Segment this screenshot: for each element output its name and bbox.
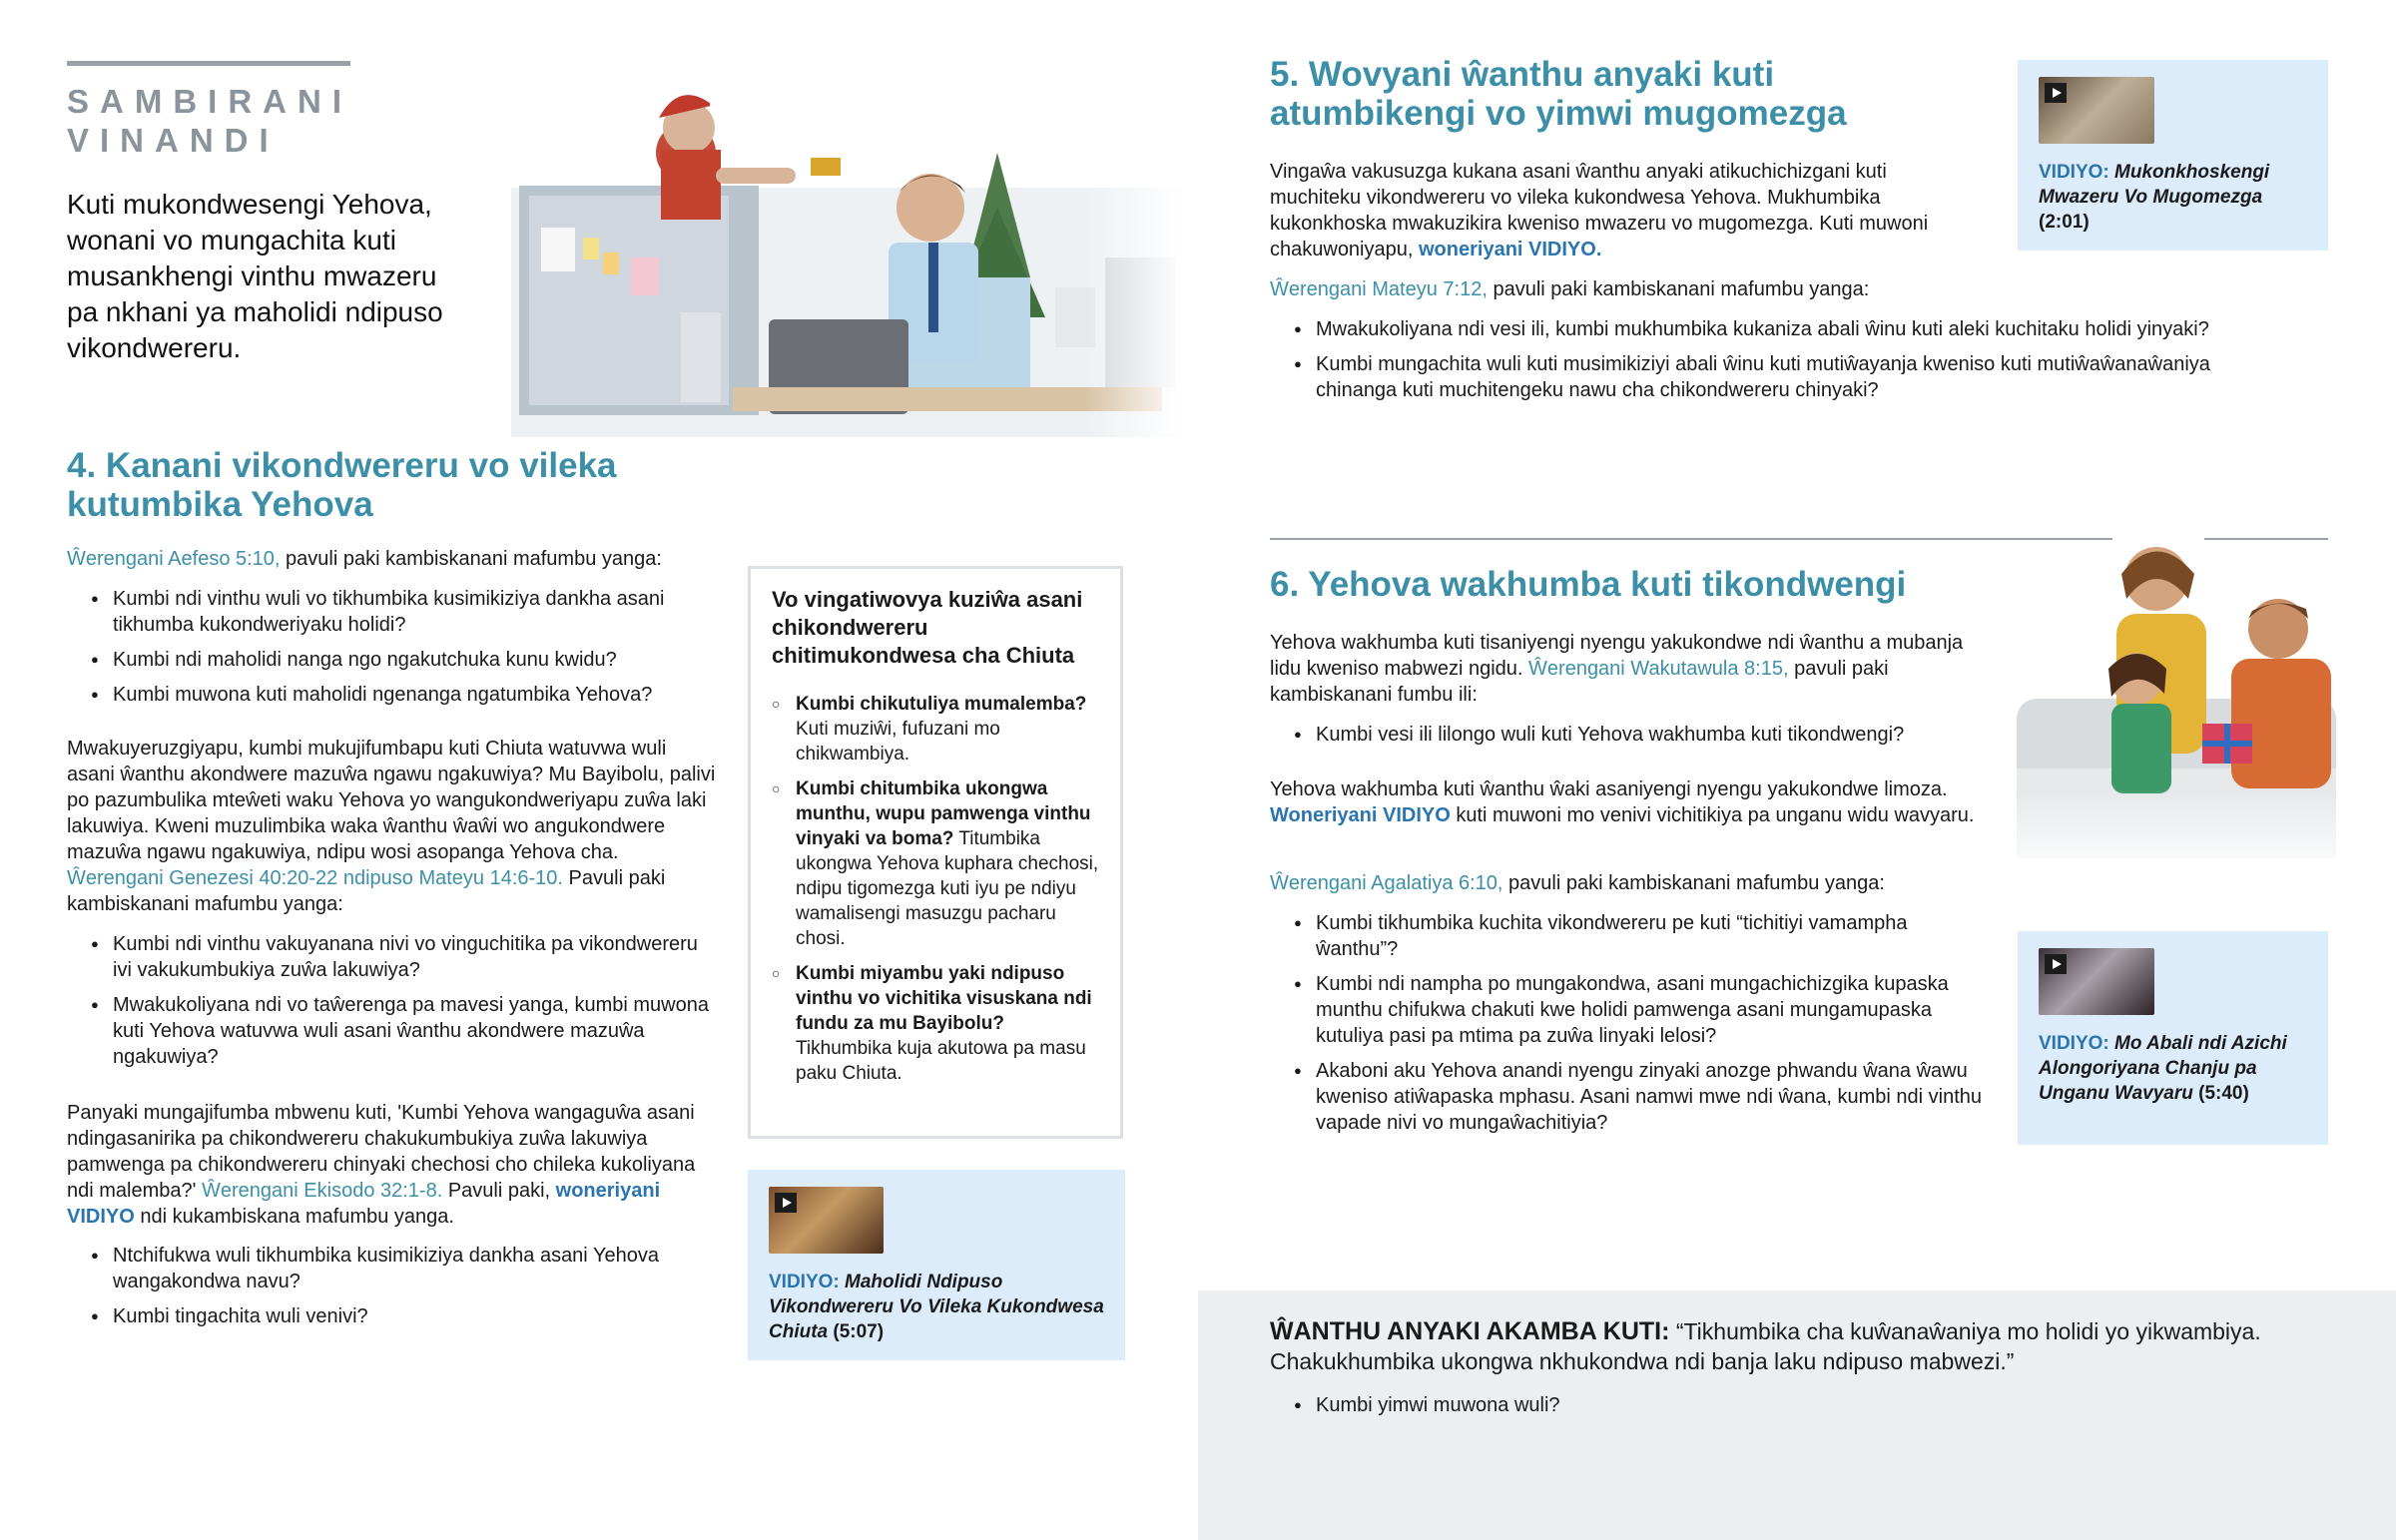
list-item: ● Kumbi yimwi muwona wuli? [1270, 1392, 2268, 1418]
s6-questions-1 [1270, 722, 1989, 757]
intro-text: Kuti mukondwesengi Yehova, wonani vo mungachita kuti musankhengi vinthu mwazeru pa nkhani ya maholidi ndipuso vikondwereru. [67, 189, 443, 363]
kicker-line-1: SAMBIRANI [67, 83, 352, 120]
play-icon[interactable] [2045, 83, 2067, 103]
s6-questions-2 [1270, 910, 1989, 1145]
kicker-line-2: VINANDI [67, 122, 280, 159]
quote-question [1270, 1392, 2268, 1427]
scripture-link[interactable]: Ŵerengani Genezesi 40:20-22 ndipuso Mateyu 14:6-10. [67, 867, 563, 889]
section-divider [1270, 538, 2112, 540]
video-card-love[interactable] [2018, 931, 2328, 1145]
sidebar-title: Vo vingatiwovya kuziŵa asani chikondwereru chitimukondwesa cha Chiuta [772, 587, 1083, 668]
s5-read: Ŵerengani Mateyu 7:12, pavuli paki kambiskanani mafumbu yanga: [1270, 278, 1870, 300]
list-item: ● Kumbi ndi vinthu wuli vo tikhumbika kusimikiziya dankha asani tikhumba kukondweriyaku holidi? [67, 586, 706, 638]
watch-video-link[interactable]: woneriyani VIDIYO [67, 1180, 661, 1228]
s4-read-1: Ŵerengani Aefeso 5:10, pavuli paki kambiskanani mafumbu yanga: [67, 548, 662, 570]
play-icon[interactable] [2045, 954, 2067, 974]
s5-questions [1270, 316, 2268, 412]
office-illustration [511, 58, 1186, 442]
list-item: ● Mwakukoliyana ndi vo taŵerenga pa mavesi yanga, kumbi muwona kuti Yehova watuvwa wuli asani ŵanthu akondwere mazuŵa ngakuwiya? [67, 992, 716, 1070]
list-item: ● Kumbi ndi vinthu vakuyanana nivi vo vinguchitika pa vikondwereru ivi vakukumbukiya zuŵa lakuwiya? [67, 931, 716, 983]
watch-video-link[interactable]: Woneriyani VIDIYO [1270, 804, 1451, 826]
quote-label: ŴANTHU ANYAKI AKAMBA KUTI: [1270, 1317, 1670, 1345]
s4-questions-3 [67, 1243, 716, 1338]
s6-paragraph-2: Yehova wakhumba kuti ŵanthu ŵaki asaniyengi nyengu yakukondwe limoza. Woneriyani VIDIYO kuti muwoni mo venivi vichitikiya pa unganu widu wavyaru. [1270, 778, 1975, 826]
list-item: ● Kumbi vesi ili lilongo wuli kuti Yehova wakhumba kuti tikondwengi? [1270, 722, 1989, 748]
sidebar-list [772, 692, 1100, 1086]
list-item: ● Kumbi mungachita wuli kuti musimikiziyi abali ŵinu kuti mutiŵayanja kweniso kuti mutiŵaŵanaŵaniya chinanga kuti muchitengeku nawu cha chikondwereru chinyaki? [1270, 351, 2268, 403]
list-item: ● Kumbi ndi nampha po mungakondwa, asani mungachichizgika kupaska munthu chifukwa chakuti kwe holidi pamwenga asani mungamupaska kutuliya pasi pa mtima pa zuŵa linyaki lelosi? [1270, 971, 1989, 1049]
scripture-link[interactable]: Ŵerengani Agalatiya 6:10, [1270, 872, 1503, 894]
list-item: ● Kumbi tingachita wuli venivi? [67, 1303, 716, 1329]
others-say-box [1198, 1290, 2396, 1540]
section-4-title: 4. Kanani vikondwereru vo vileka kutumbika Yehova [67, 446, 617, 524]
video-thumbnail[interactable] [2039, 948, 2154, 1015]
scripture-link[interactable]: Ŵerengani Mateyu 7:12, [1270, 278, 1488, 300]
section-6-title: 6. Yehova wakhumba kuti tikondwengi [1270, 565, 1907, 604]
list-item: ● Kumbi ndi maholidi nanga ngo ngakutchuka kunu kwidu? [67, 647, 706, 673]
list-item: ○ Kumbi chitumbika ukongwa munthu, wupu pamwenga vinthu vinyaki va boma? Titumbika ukongwa Yehova kuphara chechosi, ndipu tigomezga kuti iyu pe ndiyu wamalisengi masuzgu pacharu chosi. [772, 776, 1100, 951]
list-item: ● Mwakukoliyana ndi vesi ili, kumbi mukhumbika kukaniza abali ŵinu kuti aleki kuchitaku holidi yinyaki? [1270, 316, 2268, 342]
scripture-link[interactable]: Ŵerengani Ekisodo 32:1-8. [202, 1180, 443, 1202]
list-item: ● Kumbi tikhumbika kuchita vikondwereru pe kuti “tichitiyi vamampha ŵanthu”? [1270, 910, 1989, 962]
s5-paragraph: Vingaŵa vakusuzga kukana asani ŵanthu anyaki atikuchichizgani kuti muchiteku vikondwereru vo vileka kukondwesa Yehova. Mukhumbika kukonkhoska mwakuzikira kweniso mwazeru vo mugomezga. Kuti muwoni chakuwoniyapu, woneriyani VIDIYO. [1270, 161, 1929, 260]
criteria-sidebar [748, 566, 1123, 1139]
quote-text: ŴANTHU ANYAKI AKAMBA KUTI: “Tikhumbika cha kuŵanaŵaniya mo holidi yo yikwambiya. Chakukhumbika ukongwa nkhukondwa ndi banja laku ndipuso mabwezi.” [1270, 1317, 2261, 1374]
play-icon[interactable] [775, 1193, 797, 1213]
list-item: ● Kumbi muwona kuti maholidi ngenanga ngatumbika Yehova? [67, 682, 706, 708]
list-item: ● Akaboni aku Yehova anandi nyengu zinyaki anozge phwandu ŵana ŵawu kweniso atiŵapaska mphasu. Asani namwi mwe ndi ŵana, kumbi ndi vinthu vapade nivi vo mungaŵachitiyia? [1270, 1058, 1989, 1136]
scripture-link[interactable]: Ŵerengani Wakutawula 8:15, [1528, 658, 1789, 680]
list-item: ○ Kumbi miyambu yaki ndipuso vinthu vo vichitika visuskana ndi fundu za mu Bayibolu? Tikhumbika kuja akutowa pa masu paku Chiuta. [772, 961, 1100, 1086]
s4-questions-2 [67, 931, 716, 1079]
section-5-title: 5. Wovyani ŵanthu anyaki kuti atumbikengi vo yimwi mugomezga [1270, 55, 1847, 133]
s4-paragraph-1: Mwakuyeruzgiyapu, kumbi mukujifumbapu kuti Chiuta watuvwa wuli asani ŵanthu akondwere mazuŵa ngawu ngakuwiya? Mu Bayibolu, palivi po pazumbulika mteŵeti waku Yehova yo wangukondweriyapu zuŵa laki lakuwiya. Kweni muzulimbika waka ŵanthu ŵaŵi wo angukondwere mazuŵa ngawu ngakuwiya, ndipu wosi asopanga Yehova cha. Ŵerengani Genezesi 40:20-22 ndipuso Mateyu 14:6-10. Pavuli paki kambiskanani mafumbu yanga: [67, 738, 716, 915]
video-thumbnail[interactable] [2039, 77, 2154, 144]
list-item: ○ Kumbi chikutuliya mumalemba? Kuti muziŵi, fufuzani mo chikwambiya. [772, 692, 1100, 767]
s6-paragraph-1: Yehova wakhumba kuti tisaniyengi nyengu yakukondwe ndi ŵanthu a mubanja lidu kweniso mabwezi ngidu. Ŵerengani Wakutawula 8:15, pavuli paki kambiskanani fumbu ili: [1270, 632, 1964, 706]
video-caption: VIDIYO: Mukonkhoskengi Mwazeru Vo Mugomezga (2:01) [2039, 162, 2270, 233]
video-caption: VIDIYO: Maholidi Ndipuso Vikondwereru Vo Vileka Kukondwesa Chiuta (5:07) [769, 1272, 1104, 1342]
family-illustration [2017, 519, 2336, 878]
list-item: ● Ntchifukwa wuli tikhumbika kusimikiziya dankha asani Yehova wangakondwa navu? [67, 1243, 716, 1294]
section-kicker [67, 82, 352, 160]
video-card-holidays[interactable] [748, 1170, 1125, 1360]
s4-paragraph-2: Panyaki mungajifumba mbwenu kuti, 'Kumbi Yehova wangaguŵa asani ndingasanirika pa chikondwereru chakukumbukiya zuŵa lakuwiya pamwenga pa chikondwereru chinyaki chechosi cho chileka kukoliyana ndi malemba?' Ŵerengani Ekisodo 32:1-8. Pavuli paki, woneriyani VIDIYO ndi kukambiskana mafumbu yanga. [67, 1102, 696, 1228]
video-card-explain[interactable] [2018, 60, 2328, 251]
video-thumbnail[interactable] [769, 1187, 884, 1254]
scripture-link[interactable]: Ŵerengani Aefeso 5:10, [67, 548, 281, 570]
s4-questions-1 [67, 586, 706, 717]
watch-video-link[interactable]: woneriyani VIDIYO. [1419, 239, 1602, 260]
kicker-rule [67, 61, 350, 66]
s6-read-2: Ŵerengani Agalatiya 6:10, pavuli paki kambiskanani mafumbu yanga: [1270, 872, 1885, 894]
video-caption: VIDIYO: Mo Abali ndi Azichi Alongoriyana Chanju pa Unganu Wavyaru (5:40) [2039, 1033, 2287, 1104]
